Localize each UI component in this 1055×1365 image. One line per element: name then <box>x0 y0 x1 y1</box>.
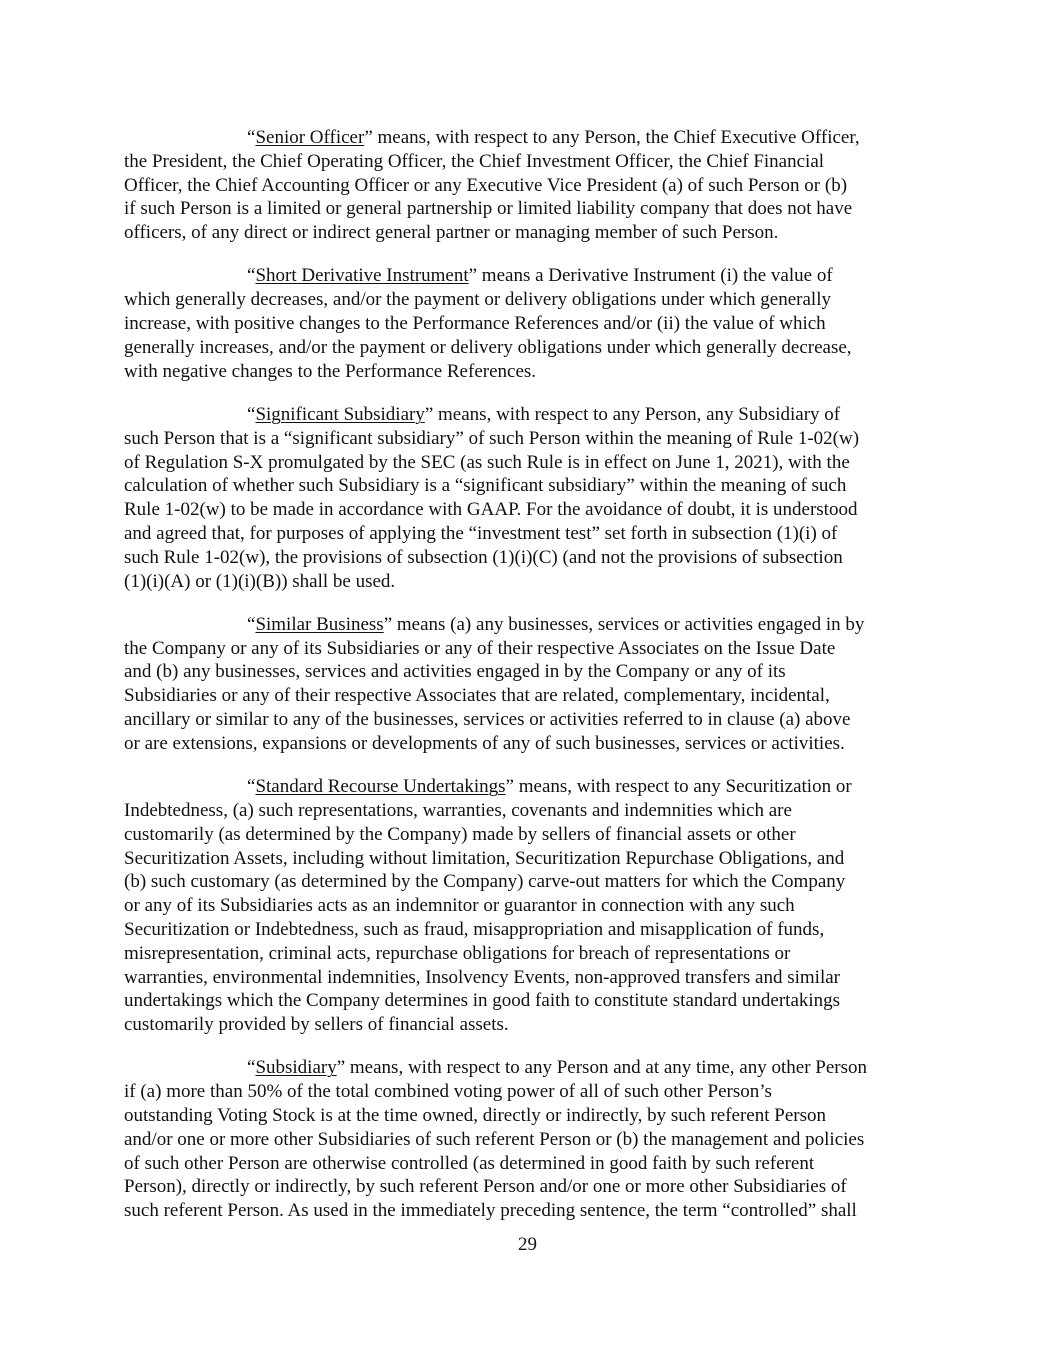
open-quote: “ <box>247 265 256 287</box>
text-line: increase, with positive changes to the Performance References and/or (ii) the value of which <box>124 313 826 335</box>
text-line: of Regulation S-X promulgated by the SEC (as such Rule is in effect on June 1, 2021), with the <box>124 451 850 473</box>
defined-term: Subsidiary <box>255 1057 337 1079</box>
text-line <box>124 1056 944 1080</box>
open-quote: “ <box>247 1057 256 1079</box>
text-line: officers, of any direct or indirect general partner or managing member of such Person. <box>124 222 779 244</box>
text-line: such referent Person. As used in the immediately preceding sentence, the term “controlled” shall <box>124 1200 857 1222</box>
text-line: Person), directly or indirectly, by such referent Person and/or one or more other Subsidiaries of <box>124 1176 847 1198</box>
text-line: Subsidiaries or any of their respective Associates that are related, complementary, incidental, <box>124 685 830 707</box>
text-line: outstanding Voting Stock is at the time owned, directly or indirectly, by such referent Person <box>124 1104 826 1126</box>
defined-term: Standard Recourse Undertakings <box>255 776 506 798</box>
text-line: and agreed that, for purposes of applying the “investment test” set forth in subsection (1)(i) of <box>124 522 838 544</box>
text-line: such Person that is a “significant subsidiary” of such Person within the meaning of Rule 1-02(w) <box>124 427 860 449</box>
definition-paragraph <box>124 126 944 245</box>
text-line: the President, the Chief Operating Officer, the Chief Investment Officer, the Chief Financial <box>124 150 825 172</box>
open-quote: “ <box>247 776 256 798</box>
definition-paragraph <box>124 613 944 756</box>
document-body <box>124 126 944 1242</box>
text-line: (1)(i)(A) or (1)(i)(B)) shall be used. <box>124 570 396 592</box>
defined-term: Senior Officer <box>255 127 365 148</box>
text-line: Rule 1-02(w) to be made in accordance with GAAP. For the avoidance of doubt, it is understood <box>124 499 858 521</box>
text-line <box>124 264 944 288</box>
defined-term: Significant Subsidiary <box>255 403 425 425</box>
text-line <box>124 613 944 637</box>
page-number: 29 <box>518 1234 537 1255</box>
text-line: generally increases, and/or the payment or delivery obligations under which generally decrease, <box>124 336 852 358</box>
open-quote: “ <box>247 403 256 425</box>
defined-term: Short Derivative Instrument <box>255 265 469 287</box>
text-line: with negative changes to the Performance References. <box>124 360 537 382</box>
text-line <box>124 775 944 799</box>
text-line: if (a) more than 50% of the total combined voting power of all of such other Person’s <box>124 1081 772 1103</box>
definition-text: ” means, with respect to any Person, any Subsidiary of <box>424 403 841 425</box>
text-line: which generally decreases, and/or the payment or delivery obligations under which generally <box>124 289 831 311</box>
definition-paragraph <box>124 775 944 1037</box>
text-line: Indebtedness, (a) such representations, warranties, covenants and indemnities which are <box>124 799 792 821</box>
text-line: ancillary or similar to any of the businesses, services or activities referred to in clause (a) above <box>124 709 851 731</box>
text-line: Officer, the Chief Accounting Officer or any Executive Vice President (a) of such Person or (b) <box>124 174 848 196</box>
definition-paragraph <box>124 1056 944 1223</box>
text-line <box>124 403 944 427</box>
definition-paragraph <box>124 264 944 383</box>
text-line: warranties, environmental indemnities, Insolvency Events, non-approved transfers and similar <box>124 966 840 988</box>
text-line: such Rule 1-02(w), the provisions of subsection (1)(i)(C) (and not the provisions of subsection <box>124 546 843 568</box>
text-line: and/or one or more other Subsidiaries of such referent Person or (b) the management and policies <box>124 1128 865 1150</box>
text-line: or any of its Subsidiaries acts as an indemnitor or guarantor in connection with any such <box>124 895 795 917</box>
definition-text: ” means, with respect to any Securitization or <box>505 776 852 798</box>
definition-text: ” means, with respect to any Person, the Chief Executive Officer, <box>364 127 860 148</box>
text-line: misrepresentation, criminal acts, repurchase obligations for breach of representations or <box>124 942 791 964</box>
text-line: if such Person is a limited or general partnership or limited liability company that does not have <box>124 198 853 220</box>
text-line: calculation of whether such Subsidiary is a “significant subsidiary” within the meaning of such <box>124 475 847 497</box>
text-line: undertakings which the Company determines in good faith to constitute standard undertakings <box>124 990 841 1012</box>
definition-text: ” means (a) any businesses, services or activities engaged in by <box>383 613 865 635</box>
definition-paragraph <box>124 403 944 593</box>
text-line: or are extensions, expansions or developments of any of such businesses, services or activities. <box>124 732 845 754</box>
definition-text: ” means, with respect to any Person and at any time, any other Person <box>336 1057 867 1079</box>
text-line: (b) such customary (as determined by the Company) carve-out matters for which the Company <box>124 871 846 893</box>
open-quote: “ <box>247 613 256 635</box>
text-line: Securitization Assets, including without limitation, Securitization Repurchase Obligations, and <box>124 847 845 869</box>
text-line: Securitization or Indebtedness, such as fraud, misappropriation and misapplication of funds, <box>124 918 825 940</box>
text-line: customarily provided by sellers of financial assets. <box>124 1014 509 1036</box>
text-line: the Company or any of its Subsidiaries or any of their respective Associates on the Issue Date <box>124 637 836 659</box>
text-line: of such other Person are otherwise controlled (as determined in good faith by such referent <box>124 1152 815 1174</box>
text-line: customarily (as determined by the Company) made by sellers of financial assets or other <box>124 823 796 845</box>
open-quote: “ <box>247 127 256 148</box>
defined-term: Similar Business <box>255 613 384 635</box>
definition-text: ” means a Derivative Instrument (i) the value of <box>468 265 833 287</box>
text-line: and (b) any businesses, services and activities engaged in by the Company or any of its <box>124 661 786 683</box>
text-line <box>124 126 944 150</box>
